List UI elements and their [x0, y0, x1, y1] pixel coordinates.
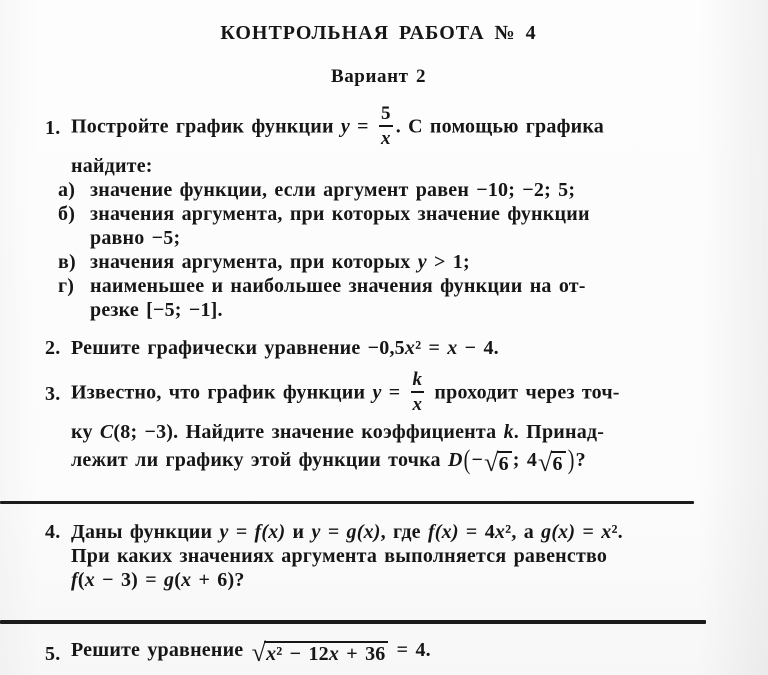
problem-3 [45, 370, 712, 475]
subitem-v [58, 250, 712, 274]
math-var: x [328, 643, 340, 665]
math-var: y [372, 381, 382, 404]
fraction-numerator: 5 [380, 103, 391, 124]
page-title: КОНТРОЛЬНАЯ РАБОТА № 4 [220, 22, 537, 44]
radical-expression [264, 641, 388, 665]
fraction-numerator: k [412, 369, 423, 390]
math-var: x [266, 643, 277, 665]
text-segment: лежит ли графику этой функции точка [71, 449, 448, 471]
math-var: y [417, 251, 427, 273]
problem-3-line-3 [71, 444, 712, 477]
math-var: g [164, 569, 175, 591]
text-segment: . [395, 115, 401, 138]
text-segment: + 6)? [191, 569, 245, 591]
math-var: x [447, 337, 458, 359]
text-segment: ² = [415, 337, 448, 359]
radical [538, 448, 566, 477]
radical [251, 638, 389, 667]
radical-sign: √ [538, 448, 553, 477]
problem-5-number: 5. [45, 643, 61, 665]
math-var: x [404, 337, 416, 359]
problem-4 [45, 520, 712, 592]
fraction-denominator: x [380, 128, 391, 149]
subitem-g [58, 274, 712, 322]
radical-sign: √ [484, 448, 499, 477]
subitem-v-text [90, 250, 712, 274]
problem-4-line-1 [71, 520, 712, 544]
section-divider-2 [0, 620, 706, 624]
math-var: x [181, 569, 192, 591]
problem-3-line-2 [71, 420, 712, 444]
text-segment: (8; −3). Найдите значение коэффициента [113, 421, 504, 443]
problem-1-line-1 [71, 103, 712, 150]
text-segment: . Принад- [513, 421, 605, 443]
math-var: f [71, 569, 78, 591]
text-segment: − 3) = [94, 569, 165, 591]
subitem-b-label: б) [58, 203, 76, 225]
text-segment: Известно, что график функции [71, 381, 373, 404]
math-var: C [99, 421, 114, 443]
problem-2 [45, 336, 712, 360]
text-segment: ( [174, 569, 182, 591]
subitem-b [58, 202, 712, 250]
text-segment: ( [77, 569, 85, 591]
text-segment: С помощью графика [400, 115, 604, 138]
math-expr: f(x) [427, 521, 459, 543]
radical-sign: √ [251, 638, 267, 667]
text-segment: > 1; [426, 251, 470, 273]
text-segment: = [349, 115, 376, 138]
problem-3-line-1 [71, 369, 712, 416]
text-segment: значения аргумента, при которых [90, 251, 418, 273]
big-paren-close: ) [567, 444, 575, 476]
text-segment: = [381, 381, 408, 404]
problem-1-line-2: найдите: [71, 155, 153, 177]
problem-4-line-3 [71, 568, 712, 592]
math-var: D [447, 449, 463, 471]
text-segment: Решите графически уравнение −0,5 [71, 337, 405, 359]
subitem-a-text: значение функции, если аргумент равен −10; −2; 5; [90, 179, 576, 201]
problem-4-body [71, 520, 712, 592]
problem-3-body [71, 370, 712, 475]
problem-4-number: 4. [45, 521, 61, 543]
subitem-g-text [90, 274, 712, 322]
math-var: x [601, 521, 612, 543]
subitem-a-label: а) [58, 179, 76, 201]
text-segment: , где [380, 521, 428, 543]
text-segment: ². [611, 521, 623, 543]
subitem-v-label: в) [58, 251, 76, 273]
text-segment: ; 4 [512, 449, 538, 471]
problem-5 [45, 636, 712, 669]
math-var: x [494, 521, 506, 543]
radical [484, 448, 512, 477]
problem-5-line-1 [71, 638, 712, 665]
text-segment: Постройте график функции [71, 115, 341, 138]
subitem-b-line-2: равно −5; [90, 227, 181, 249]
math-var: k [503, 421, 514, 443]
fraction [379, 104, 393, 148]
subitem-b-text [90, 202, 712, 250]
text-segment: и [285, 521, 312, 543]
problem-1-number: 1. [45, 117, 61, 139]
problem-2-number: 2. [45, 337, 61, 359]
text-segment: ² − 12 [276, 643, 329, 665]
problem-4-line-2: При каких значениях аргумента выполняется равенство [71, 545, 608, 567]
problem-2-line-1 [71, 336, 712, 360]
subitem-g-line-1: наименьшее и наибольшее значения функции на от- [90, 275, 586, 297]
text-segment: ? [575, 449, 586, 471]
fraction [411, 370, 425, 414]
radical-expression: 6 [497, 451, 512, 475]
subitem-a [58, 178, 712, 202]
text-segment: ², а [505, 521, 542, 543]
math-var: y [340, 115, 350, 138]
text-segment: ку [71, 421, 100, 443]
text-segment: проходит через точ- [427, 381, 620, 404]
text-segment: Даны функции [71, 521, 220, 543]
text-segment: = 4. [389, 639, 431, 661]
text-segment: − [471, 449, 484, 471]
text-segment: = [575, 521, 602, 543]
math-var: x [84, 569, 95, 591]
math-expr: y = g(x) [311, 521, 381, 543]
text-segment: + 36 [339, 643, 386, 665]
math-expr: g(x) [541, 521, 576, 543]
fraction-denominator: x [412, 394, 423, 415]
subitem-g-line-2: резке [−5; −1]. [90, 299, 223, 321]
variant-subtitle: Вариант 2 [330, 66, 427, 87]
text-segment: − 4. [457, 337, 499, 359]
problem-1-body [58, 103, 712, 322]
section-divider-1 [0, 501, 694, 504]
problem-5-body [71, 636, 712, 669]
big-paren-open: ( [463, 444, 471, 476]
subitem-g-label: г) [58, 275, 75, 297]
math-expr: y = f(x) [219, 521, 286, 543]
text-segment: = 4 [458, 521, 495, 543]
text-segment: Решите уравнение [71, 639, 251, 661]
problem-3-number: 3. [45, 383, 61, 405]
radical-expression: 6 [551, 451, 566, 475]
problem-1 [45, 104, 712, 322]
problem-2-body [71, 336, 712, 360]
subitem-b-line-1: значения аргумента, при которых значение функции [90, 203, 590, 225]
